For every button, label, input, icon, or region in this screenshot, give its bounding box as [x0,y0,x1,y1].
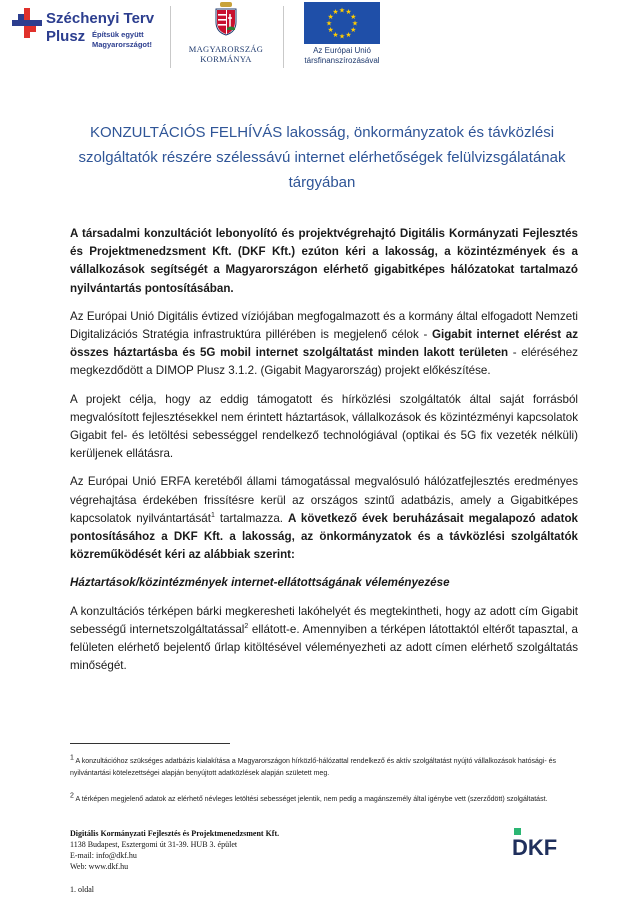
project-goal-paragraph: A projekt célja, hogy az eddig támogatott és hírközlési szolgáltatók által saját forrásból megvalósított fejlesztésekkel nem érintett háztartások, vállalkozások és közintézményi kapcsolatok Gigabit fel- és letöltési sebességgel rendelkező technológiával (optikai és 5G fix vezeték nélküli) kerüljenek ellátásra. [70,392,578,461]
eu-star-icon: ★ [327,26,334,34]
footnote-separator [70,743,230,744]
eu-star-icon: ★ [350,13,357,21]
szechenyi-line2: Plusz [46,28,86,45]
footnote-ref-1: 1 [210,511,215,519]
header-divider [283,6,284,68]
szechenyi-terv-plusz-logo [12,8,162,68]
footnote-1: $^1$ A konzultációhoz szükséges adatbázis kialakítása a Magyarországon hírközlő-hálózattal rendelkező és aktív szolgáltatást nyújtó vállalkozások hatósági- és nyilvántartási kötelezettségei alapján benyújtott adatközlések alapján született meg. [70,754,557,777]
eu-star-icon: ★ [327,13,334,21]
section-heading: Háztartások/közintézmények internet-ellátottságának véleményezése [70,576,450,590]
footnote-ref-2: 2 [244,623,249,630]
page-footer [70,828,370,872]
strategy-paragraph: Az Európai Unió Digitális évtized víziójában megfogalmazott és a kormány által elfogadott Nemzeti Digitalizációs Stratégia infrastruktúra pillérében is megjelenő célok - Gigabit internet elérést az összes háztartásba és 5G mobil internet szolgáltatást minden lakott területen - eléréséhez megkezdődött a DIMOP Plusz 3.1.2. (Gigabit Magyarország) projekt előkészítése. [70,309,578,378]
footnotes [70,756,580,820]
eu-star-icon: ★ [338,32,346,41]
document-body [70,225,578,685]
consultation-map-paragraph: A konzultációs térképen bárki megkeresheti lakóhelyét és megtekintheti, hogy az adott cím Gigabit sebességű internetszolgáltatással$^2$ ellátott-e. Amennyiben a térképen látottaktól eltérőt tapasztal, a felületen elérhető bejelentő űrlap kitöltésével véleményezheti az adott címen elérhető szolgáltatás minőségét. [70,604,578,673]
dkf-logo-accent [514,828,521,835]
footnote-2: $^2$ A térképen megjelenő adatok az elérhető névleges letöltési sebességet jelentik, nem pedig a magánszemély által igénybe vett (szerződött) szolgáltatást. [70,792,548,803]
eu-star-icon: ★ [338,6,346,15]
intro-paragraph: A társadalmi konzultációt lebonyolító és projektvégrehajtó Digitális Kormányzati Fejlesztés és Projektmenedzsment Kft. (DKF Kft.) ezúton kéri a lakosság, a közintézmények és a vállalkozások segítségét a Magyarországon elérhető gigabitképes hálózatokat tartalmazó nyilvántartás pontosításában. [70,227,578,295]
eu-flag-icon [304,2,380,44]
page-number: 1. oldal [70,885,94,894]
dkf-logo-text: DKF [512,835,558,860]
footer-address: 1138 Budapest, Esztergomi út 31-39. HUB 3. épület [70,840,238,849]
eu-logo [292,2,392,74]
page-title: KONZULTÁCIÓS FELHÍVÁS lakosság, önkormányzatok és távközlési szolgáltatók részére szélessávú internet elérhetőségek felülvizsgálatának tárgyában [78,124,566,191]
footer-org-name: Digitális Kormányzati Fejlesztés és Projektmenedzsment Kft. [70,829,280,838]
footer-web: Web: www.dkf.hu [70,862,129,871]
szechenyi-line1: Széchenyi Terv [46,10,155,27]
eu-star-icon: ★ [345,30,352,39]
database-paragraph: Az Európai Unió ERFA keretéből állami támogatással megvalósuló hálózatfejlesztés eredményes végrehajtása érdekében frissítésre kerül az országos szintű adatbázis, amely a Gigabitképes kapcsolatok nyilvántartását$^1$ tartalmazza. A következő évek beruházásait megalapozó adatok pontosításához a DKF Kft. a lakosság, az önkormányzatok és a távközlési szolgáltatók közreműködését kéri az alábbiak szerint: [70,475,578,562]
eu-star-icon: ★ [325,19,333,28]
eu-star-icon: ★ [350,26,357,34]
eu-cofinance-text: Az Európai Unió társfinanszírozásával [304,46,380,65]
dkf-logo [512,828,574,860]
szechenyi-cross-icon [12,8,42,38]
eu-star-icon: ★ [351,19,359,28]
szechenyi-tagline: Építsük együtt Magyarországot! [92,30,153,49]
eu-star-icon: ★ [345,8,352,17]
government-logo [180,2,272,72]
hungarian-crest-icon [214,2,238,36]
document-header [0,0,644,78]
footer-email: E-mail: info@dkf.hu [70,851,137,860]
eu-star-icon: ★ [332,8,339,17]
government-name: MAGYARORSZÁG KORMÁNYA [188,44,264,64]
eu-star-icon: ★ [332,30,339,39]
header-divider [170,6,171,68]
